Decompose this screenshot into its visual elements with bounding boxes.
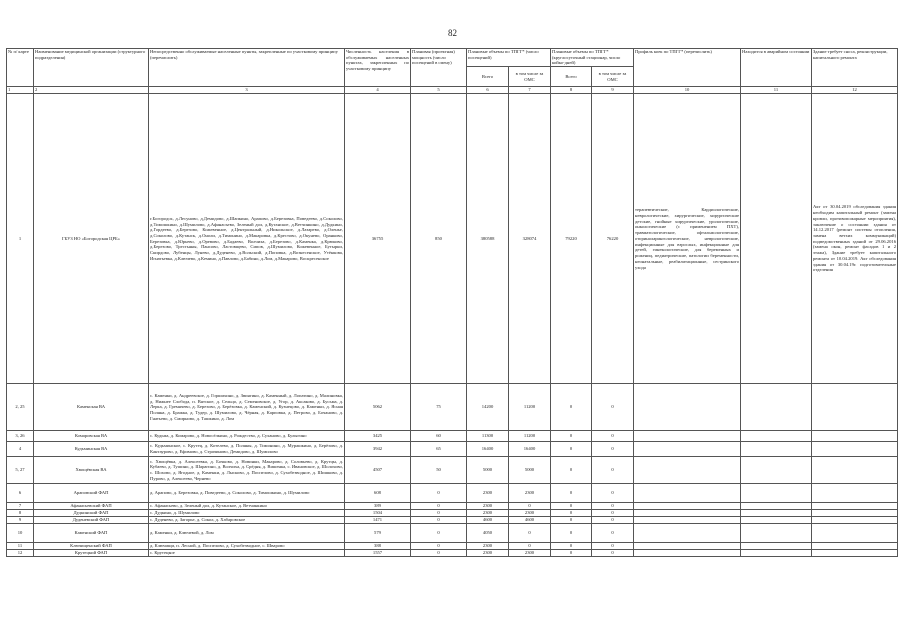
beds-total: 0 <box>551 384 592 431</box>
visits-total: 11300 <box>467 431 509 442</box>
row-number: 8 <box>7 510 34 517</box>
col-header-beds: Плановые объемы по ТПГГ* (круглосуточный стационар, число койко-дней) <box>551 49 634 67</box>
table-row <box>7 510 898 517</box>
served-places: с. Дуденево, д. Загорье, д. Сокол, д. Хабаровское <box>149 517 345 524</box>
population: 1504 <box>345 510 411 517</box>
capacity: 75 <box>411 384 467 431</box>
capacity: 0 <box>411 517 467 524</box>
population: 3942 <box>345 442 411 457</box>
table-row <box>7 431 898 442</box>
row-number: 3, 26 <box>7 431 34 442</box>
table-row <box>7 384 898 431</box>
organization-name: Каменский ФАП <box>34 524 149 543</box>
visits-oms: 11200 <box>509 431 551 442</box>
capacity: 50 <box>411 457 467 484</box>
col-header-population: Численность населения в обслуживаемых населенных пунктах, закрепленных по участковому принципу <box>345 49 411 87</box>
capacity: 850 <box>411 94 467 384</box>
visits-oms: 4600 <box>509 517 551 524</box>
organization-name: Афанасьевский ФАП <box>34 503 149 510</box>
beds-oms: 0 <box>592 524 634 543</box>
col-header-renovation: Здание требует сноса, реконструкции, капитального ремонта <box>812 49 898 87</box>
organization-name: Дуденевский ФАП <box>34 517 149 524</box>
beds-oms: 0 <box>592 510 634 517</box>
beds-oms: 76220 <box>592 94 634 384</box>
visits-total: 380588 <box>467 94 509 384</box>
served-places: с. Кудьма, д. Комарово, д. Новосёлкино, д. Рождество, д. Суханово, д. Булыгино <box>149 431 345 442</box>
bed-profile <box>634 510 741 517</box>
population: 1471 <box>345 517 411 524</box>
capacity: 0 <box>411 503 467 510</box>
beds-total: 0 <box>551 517 592 524</box>
beds-total: 0 <box>551 524 592 543</box>
bed-profile <box>634 457 741 484</box>
capacity: 0 <box>411 524 467 543</box>
row-number: 9 <box>7 517 34 524</box>
beds-total: 0 <box>551 442 592 457</box>
table-row <box>7 550 898 557</box>
visits-oms: 0 <box>509 524 551 543</box>
organization-name: Хвощёвская ВА <box>34 457 149 484</box>
emergency-status <box>741 384 812 431</box>
column-number: 2 <box>34 87 149 94</box>
col-header-number: № п/ карте <box>7 49 34 87</box>
row-number: 12 <box>7 550 34 557</box>
visits-total: 2300 <box>467 484 509 503</box>
beds-oms: 0 <box>592 484 634 503</box>
population: 608 <box>345 484 411 503</box>
bed-profile <box>634 550 741 557</box>
row-number: 11 <box>7 543 34 550</box>
population: 36755 <box>345 94 411 384</box>
served-places: с. Дудкино, д. Шумилово <box>149 510 345 517</box>
organization-name: Каменская ВА <box>34 384 149 431</box>
col-header-beds-total: Всего <box>551 67 592 87</box>
renovation-needs <box>812 431 898 442</box>
emergency-status <box>741 543 812 550</box>
visits-total: 14200 <box>467 384 509 431</box>
bed-profile <box>634 384 741 431</box>
row-number: 2, 25 <box>7 384 34 431</box>
beds-oms: 0 <box>592 550 634 557</box>
renovation-needs <box>812 517 898 524</box>
organization-name: Ключищенский ФАП <box>34 543 149 550</box>
served-places: с. Кудьминское, с. Крутец, д. Котелево, д. Поляны, д. Тимонино, д. Мурашкино, д. Берёзово, д. Кантаурово, д. Ефимово, д. Страчиново, Демидово, д. Шумилово <box>149 442 345 457</box>
col-header-organization: Наименование медицинской организации (структурного подразделения) <box>34 49 149 87</box>
visits-total: 2300 <box>467 550 509 557</box>
capacity: 65 <box>411 442 467 457</box>
beds-total: 0 <box>551 457 592 484</box>
column-number-row <box>7 87 898 94</box>
column-number: 11 <box>741 87 812 94</box>
served-places: д. Арапово, д. Березовка, д. Поведеево, д. Соколово, д. Тимошкино, д. Шумилово <box>149 484 345 503</box>
row-number: 10 <box>7 524 34 543</box>
table-row <box>7 442 898 457</box>
bed-profile <box>634 503 741 510</box>
visits-total: 4600 <box>467 517 509 524</box>
beds-oms: 0 <box>592 457 634 484</box>
emergency-status <box>741 484 812 503</box>
served-places: с. Крутецкое <box>149 550 345 557</box>
bed-profile <box>634 431 741 442</box>
col-header-bed-profile: Профиль коек по ТПГГ* (перечислить) <box>634 49 741 87</box>
column-number: 1 <box>7 87 34 94</box>
bed-profile: терапевтические, Кардиологические, неврологические, хирургические, хирургические детские, гнойные хирургические, урологические, онкологические (с применением ПХТ), травматологические, офтальмологические, оториноларингологические, неврологические, инфекционные для взрослых, инфекционные для детей, гинекологические, для беременных и рожениц, педиатрические, патологии беременности, неонатальные, реабилитационные, сестринского ухода <box>634 94 741 384</box>
col-header-visits: Плановые объемы по ТПГГ* (число посещений) <box>467 49 551 67</box>
beds-oms: 0 <box>592 431 634 442</box>
organization-name: Крутецкий ФАП <box>34 550 149 557</box>
column-number: 4 <box>345 87 411 94</box>
column-number: 5 <box>411 87 467 94</box>
emergency-status <box>741 524 812 543</box>
bed-profile <box>634 442 741 457</box>
capacity: 60 <box>411 431 467 442</box>
beds-oms: 0 <box>592 384 634 431</box>
visits-oms: 5000 <box>509 457 551 484</box>
organization-name: Кудьминская ВА <box>34 442 149 457</box>
table-row <box>7 517 898 524</box>
col-header-beds-oms: в том числе за ОМС <box>592 67 634 87</box>
table-row <box>7 503 898 510</box>
population: 389 <box>345 503 411 510</box>
served-places: с. Каменки, д. Андреевское, д. Горшихино, д. Звиягино, д. Каменный, д. Лопатино, д. Малиновка, д. Нижнее Слобода, п. Вятское, д. Сельцо, д. Семеновское, д. Угор, д. Аксаково, д. Бусьма, д. Лерка, д. Гремячево, д. Березово, д. Берёзовка, д. Каменский, д. Кузнецово, д. Каменки, д. Ясная Поляна, д. Бражка, д. Тудер, д. Шумилово, д. Чёрная, д. Карповка, д. Петрово, д. Бочаново, д. Гнатьево, д. Смирново, д. Ташкино, д. Лом <box>149 384 345 431</box>
beds-total: 0 <box>551 550 592 557</box>
visits-total: 2300 <box>467 543 509 550</box>
beds-total: 0 <box>551 543 592 550</box>
organization-name: Араповский ФАП <box>34 484 149 503</box>
column-number: 10 <box>634 87 741 94</box>
visits-oms: 2300 <box>509 484 551 503</box>
organization-name: Дудкинский ФАП <box>34 510 149 517</box>
renovation-needs <box>812 543 898 550</box>
page-number: 82 <box>448 28 457 38</box>
population: 4507 <box>345 457 411 484</box>
served-places: г.Богородск, д.Лесуново, д.Демидово, д.Шапкино, Арапово, д.Березовка, Поведеево, д.Соколово, д.Тимошкино, д.Шумилово, д.Афанасьево, Зеленый дол, д.Кутанское, д.Ветчинкино, д.Дудкино, д.Гордеево, д.Березово, Кожевенное, д.Центральный, д.Никольское, д.Лазарево, д.Оленье, д.Соколово, д.Кутанск, д.Оноли, д.Тимонино, д.Макаровка, д.Крестово, д.Окунево, Оранково, Березовка, д.Юрьево, д.Оревово, д.Бадаево, Волчиха, д.Березово, д.Каменка, д.Крюково, д.Березово, Трестьяны, Пансово, Ластовщево, Сипов, д.Шумилово, Кожевенное, Бутырки, Скирдово, Лубенцы, Лунево, д.Дуденево, д.Вольский, д.Поповка, д.Вознесенское, Утёнкова, Игнатьевка, д.Ключево, д.Кемино, д.Павлово, д.Бабино, д.Лом, д.Макарово, Воскресенское <box>149 94 345 384</box>
table-row <box>7 94 898 384</box>
emergency-status <box>741 517 812 524</box>
column-number: 8 <box>551 87 592 94</box>
capacity: 0 <box>411 484 467 503</box>
capacity: 0 <box>411 510 467 517</box>
facilities-table <box>6 48 898 557</box>
col-header-places: Непосредственно обслуживаемые населенные пункты, закрепленные по участковому принципу (перечислить) <box>149 49 345 87</box>
visits-oms: 11200 <box>509 384 551 431</box>
population: 1557 <box>345 550 411 557</box>
table-row <box>7 524 898 543</box>
beds-total: 0 <box>551 484 592 503</box>
column-number: 3 <box>149 87 345 94</box>
col-header-capacity: Плановая (проектная) мощность (число посещений в смену) <box>411 49 467 87</box>
beds-total: 0 <box>551 510 592 517</box>
visits-total: 16400 <box>467 442 509 457</box>
renovation-needs <box>812 524 898 543</box>
visits-total: 5000 <box>467 457 509 484</box>
row-number: 5, 27 <box>7 457 34 484</box>
renovation-needs <box>812 503 898 510</box>
renovation-needs: Акт от 30.04.2019 обследования здания необходим капитальный ремонт (замена кровли, противопожарные мероприятия), заключение о состоянии здания от 14.12.2017 (ремонт системы отопления, замена ветхих коммуникаций) подведомственных зданий от 29.06.2016 (замена окон, ремонт фасадов 1 и 2 этажа), Здание требует капитального ремонта от 10.04.2019. Акт обследования здания от 30.04.19г. подготовительные отделения <box>812 94 898 384</box>
col-header-visits-oms: в том числе за ОМС <box>509 67 551 87</box>
visits-oms: 0 <box>509 503 551 510</box>
beds-oms: 0 <box>592 503 634 510</box>
column-number: 9 <box>592 87 634 94</box>
capacity: 0 <box>411 543 467 550</box>
visits-oms: 2300 <box>509 510 551 517</box>
population: 5062 <box>345 384 411 431</box>
emergency-status <box>741 503 812 510</box>
row-number: 4 <box>7 442 34 457</box>
population: 388 <box>345 543 411 550</box>
served-places: с. Хвощёвка, д. Алексеевка, д. Бочково, д. Новинки, Макарово, д. Соловьево, д. Крутцы, д. Кубаево, д. Тушино, д. Шарагино, д. Волчиха, д. Срёдня, д. Вишенка, с. Ивановское, д. Шолохово, с. Шохово, д. Ягодное, д. Каменки, д. Лысково, д. Поспелово, д. Сухобезводное, д. Шишково, д. Пурово, д. Алексеево, Чернево <box>149 457 345 484</box>
served-places: д. Ключищи, п. Лесной, д. Поспелово, д. Сухобезводное, с. Шварово <box>149 543 345 550</box>
column-number: 12 <box>812 87 898 94</box>
visits-oms: 16400 <box>509 442 551 457</box>
col-header-emergency: Находится в аварийном состоянии <box>741 49 812 87</box>
bed-profile <box>634 524 741 543</box>
renovation-needs <box>812 484 898 503</box>
emergency-status <box>741 457 812 484</box>
col-header-visits-total: Всего <box>467 67 509 87</box>
bed-profile <box>634 484 741 503</box>
table-row <box>7 457 898 484</box>
table-row <box>7 543 898 550</box>
bed-profile <box>634 517 741 524</box>
beds-total: 0 <box>551 431 592 442</box>
served-places: д. Каменки, д. Ключевой, д. Лом <box>149 524 345 543</box>
table-row <box>7 484 898 503</box>
row-number: 7 <box>7 503 34 510</box>
population: 579 <box>345 524 411 543</box>
visits-oms: 0 <box>509 543 551 550</box>
emergency-status <box>741 510 812 517</box>
renovation-needs <box>812 510 898 517</box>
visits-total: 4050 <box>467 524 509 543</box>
capacity: 0 <box>411 550 467 557</box>
beds-total: 0 <box>551 503 592 510</box>
renovation-needs <box>812 457 898 484</box>
visits-oms: 328074 <box>509 94 551 384</box>
renovation-needs <box>812 384 898 431</box>
visits-oms: 2300 <box>509 550 551 557</box>
bed-profile <box>634 543 741 550</box>
beds-oms: 0 <box>592 543 634 550</box>
beds-oms: 0 <box>592 442 634 457</box>
visits-total: 2300 <box>467 503 509 510</box>
organization-name: Комаровская ВА <box>34 431 149 442</box>
emergency-status <box>741 442 812 457</box>
population: 3425 <box>345 431 411 442</box>
column-number: 6 <box>467 87 509 94</box>
emergency-status <box>741 550 812 557</box>
beds-oms: 0 <box>592 517 634 524</box>
visits-total: 2300 <box>467 510 509 517</box>
organization-name: ГБУЗ НО «Богородская ЦРБ» <box>34 94 149 384</box>
emergency-status <box>741 94 812 384</box>
served-places: с. Афанасьево, д. Зеленый дол, д. Кутанское, д. Ветчинкино <box>149 503 345 510</box>
emergency-status <box>741 431 812 442</box>
table-body <box>7 94 898 557</box>
beds-total: 79220 <box>551 94 592 384</box>
renovation-needs <box>812 550 898 557</box>
row-number: 1 <box>7 94 34 384</box>
renovation-needs <box>812 442 898 457</box>
row-number: 6 <box>7 484 34 503</box>
column-number: 7 <box>509 87 551 94</box>
